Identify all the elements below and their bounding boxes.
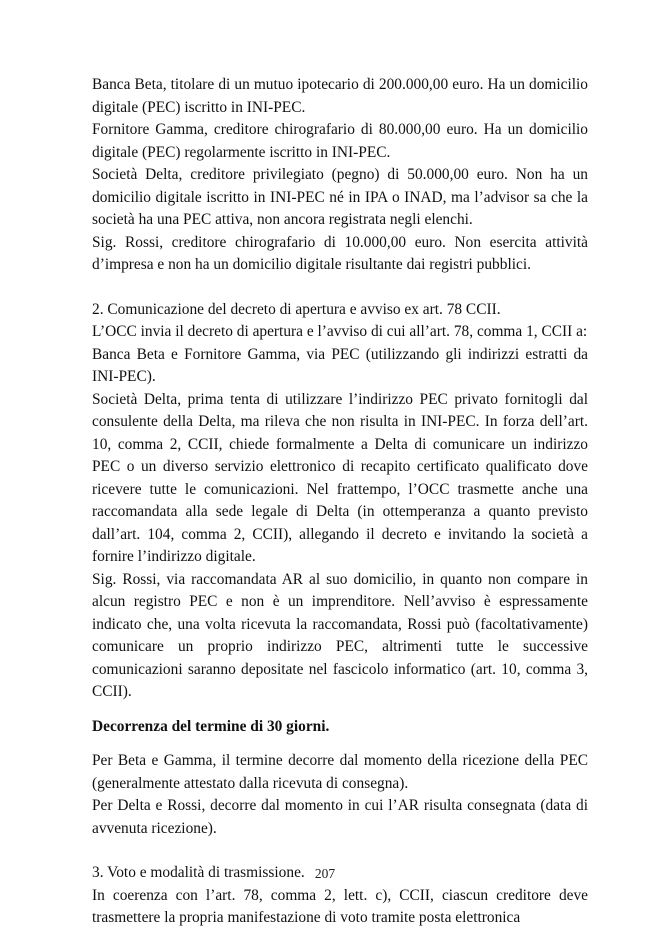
section-2-intro: L’OCC invia il decreto di apertura e l’avviso di cui all’art. 78, comma 1, CCII a: — [92, 323, 588, 340]
section-3-title: 3. Voto e modalità di trasmissione. — [92, 864, 305, 881]
section-2-item-beta-gamma: Banca Beta e Fornitore Gamma, via PEC (utilizzando gli indirizzi estratti da INI-PEC). — [92, 345, 588, 385]
section-2-title: 2. Comunicazione del decreto di apertura e avviso ex art. 78 CCII. — [92, 300, 501, 318]
paragraph-sig-rossi: Sig. Rossi, creditore chirografario di 10.000,00 euro. Non esercita attività d’impresa e non ha un domicilio digitale risultante dai registri pubblici. — [92, 233, 588, 273]
page-number: 207 — [314, 866, 336, 881]
paragraph-banca-beta: Banca Beta, titolare di un mutuo ipotecario di 200.000,00 euro. Ha un domicilio digitale (PEC) iscritto in INI-PEC. — [92, 76, 588, 116]
section-spacer — [92, 738, 588, 750]
section-3-paragraph: In coerenza con l’art. 78, comma 2, lett. c), CCII, ciascun creditore deve trasmettere la propria manifestazione di voto tramite posta elettronica — [92, 886, 588, 926]
decorrenza-heading: Decorrenza del termine di 30 giorni. — [92, 717, 330, 735]
decorrenza-paragraph-beta-gamma: Per Beta e Gamma, il termine decorre dal momento della ricezione della PEC (generalmente attestato dalla ricevuta di consegna). — [92, 752, 588, 792]
section-2-item-delta: Società Delta, prima tenta di utilizzare l’indirizzo PEC privato fornitogli dal consulente della Delta, ma rileva che non risulta in INI-PEC. In forza dell’art. 10, comma 2, CCII, chiede formalmente a Delta di comunicare un indirizzo PEC o un diverso servizio elettronico di recapito certificato qualificato dove ricevere tutte le comunicazioni. Nel frattempo, l’OCC trasmette anche una raccomandata alla sede legale di Delta (in ottemperanza a quanto previsto dall’art. 104, comma 2, CCII), allegando il decreto e invitando la società a fornire l’indirizzo digitale. — [92, 390, 588, 565]
section-spacer — [92, 840, 588, 862]
decorrenza-paragraph-delta-rossi: Per Delta e Rossi, decorre dal momento in cui l’AR risulta consegnata (data di avvenuta ricezione). — [92, 797, 588, 837]
section-spacer — [92, 704, 588, 716]
paragraph-societa-delta: Società Delta, creditore privilegiato (pegno) di 50.000,00 euro. Non ha un domicilio digitale iscritto in INI-PEC né in IPA o INAD, ma l’advisor sa che la società ha una PEC attiva, non ancora registrata negli elenchi. — [92, 166, 588, 228]
document-page — [92, 74, 588, 930]
paragraph-fornitore-gamma: Fornitore Gamma, creditore chirografario di 80.000,00 euro. Ha un domicilio digitale (PEC) regolarmente iscritto in INI-PEC. — [92, 121, 588, 161]
section-2-item-rossi: Sig. Rossi, via raccomandata AR al suo domicilio, in quanto non compare in alcun registro PEC e non è un imprenditore. Nell’avviso è espressamente indicato che, una volta ricevuta la raccomandata, Rossi può (facoltativamente) comunicare un proprio indirizzo PEC, altrimenti tutte le successive comunicazioni saranno depositate nel fascicolo informatico (art. 10, comma 3, CCII). — [92, 570, 588, 700]
section-spacer — [92, 277, 588, 299]
